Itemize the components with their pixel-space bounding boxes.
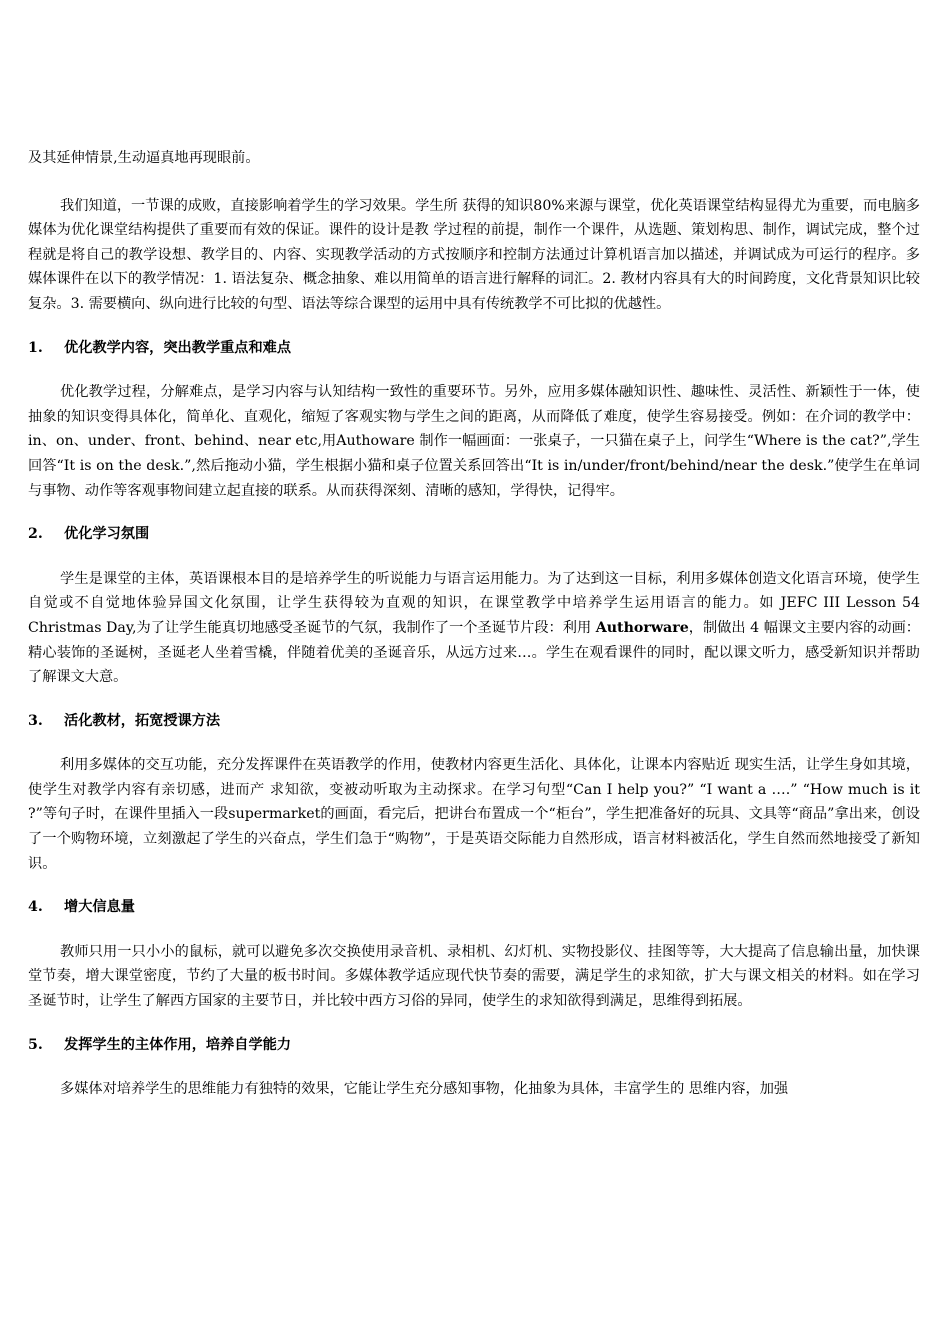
authorware-bold: Authorware xyxy=(595,619,689,636)
section-1-body: 优化教学过程，分解难点，是学习内容与认知结构一致性的重要环节。另外，应用多媒体融知识性、趣味性、灵活性、新颖性于一体，使抽象的知识变得具体化，简单化、直观化，缩短了客观实物与学生之间的距离，从而降低了难度，使学生容易接受。例如：在介词的教学中：in、on、under、front、behind、near etc,用Authoware 制作一幅画面：一张桌子，一只猫在桌子上，问学生“Where is the cat?”,学生回答“It is on the desk.”,然后拖动小猫，学生根据小猫和桌子位置关系回答出“It is in/under/front/behind/near the desk.”使学生在单词与事物、动作等客观事物间建立起直接的联系。从而获得深刻、清晰的感知，学得快，记得牢。 xyxy=(28,384,920,499)
section-2-heading: 2. 优化学习氛围 xyxy=(28,526,150,543)
intro-tail: 及其延伸情景,生动逼真地再现眼前。 xyxy=(28,150,260,166)
section-4-heading: 4. 增大信息量 xyxy=(28,899,135,916)
section-1-heading: 1. 优化教学内容，突出教学重点和难点 xyxy=(28,339,292,356)
section-2-body: 学生是课堂的主体，英语课根本目的是培养学生的听说能力与语言运用能力。为了达到这一目标，利用多媒体创造文化语言环境，使学生自觉或不自觉地体验异国文化氛围，让学生获得较为直观的知识，在课堂教学中培养学生运用语言的能力。如 JEFC III Lesson 54 Christmas Day,为了让学生能真切地感受圣诞节的气氛，我制作了一个圣诞节片段：利用 Authorware，制做出 4 幅课文主要内容的动画：精心装饰的圣诞树，圣诞老人坐着雪橇，伴随着优美的圣诞音乐，从远方过来…。学生在观看课件的同时，配以课文听力，感受新知识并帮助了解课文大意。 xyxy=(28,570,920,686)
section-3-body: 利用多媒体的交互功能，充分发挥课件在英语教学的作用，使教材内容更生活化、具体化，让课本内容贴近 现实生活，让学生身如其境，使学生对教学内容有亲切感，进而产 求知欲，变被动听取为主动探求。在学习句型“Can I help you?” “I want a ….” “How much is it ?”等句子时，在课件里插入一段supermarket的画面，看完后，把讲台布置成一个“柜台”，学生把准备好的玩具、文具等“商品”拿出来，创设了一个购物环境，立刻激起了学生的兴奋点，学生们急于“购物”，于是英语交际能力自然形成，语言材料被活化，学生自然而然地接受了新知识。 xyxy=(28,757,920,872)
intro-paragraph: 我们知道，一节课的成败，直接影响着学生的学习效果。学生所 获得的知识80%来源与课堂，优化英语课堂结构显得尤为重要，而电脑多媒体为优化课堂结构提供了重要而有效的保证。课件的设计是教 学过程的前提，制作一个课件，从选题、策划构思、制作，调试完成，整个过程就是将自己的教学设想、教学目的、内容、实现教学活动的方式按顺序和控制方法通过计算机语言加以描述，并调试成为可运行的程序。多媒体课件在以下的教学情况：1. 语法复杂、概念抽象、难以用简单的语言进行解释的词汇。2. 教材内容具有大的时间跨度，文化背景知识比较复杂。3. 需要横向、纵向进行比较的句型、语法等综合课型的运用中具有传统教学不可比拟的优越性。 xyxy=(28,197,920,312)
document-page xyxy=(28,146,920,1102)
section-3-heading: 3. 活化教材，拓宽授课方法 xyxy=(28,712,221,729)
section-4-body: 教师只用一只小小的鼠标，就可以避免多次交换使用录音机、录相机、幻灯机、实物投影仪、挂图等等，大大提高了信息输出量，加快课堂节奏，增大课堂密度，节约了大量的板书时间。多媒体教学适应现代快节奏的需要，满足学生的求知欲，扩大与课文相关的材料。如在学习圣诞节时，让学生了解西方国家的主要节日，并比较中西方习俗的异同，使学生的求知欲得到满足，思维得到拓展。 xyxy=(28,943,920,1010)
section-5-heading: 5. 发挥学生的主体作用，培养自学能力 xyxy=(28,1036,292,1053)
section-5-body: 多媒体对培养学生的思维能力有独特的效果，它能让学生充分感知事物，化抽象为具体，丰富学生的 思维内容，加强 xyxy=(60,1081,789,1098)
